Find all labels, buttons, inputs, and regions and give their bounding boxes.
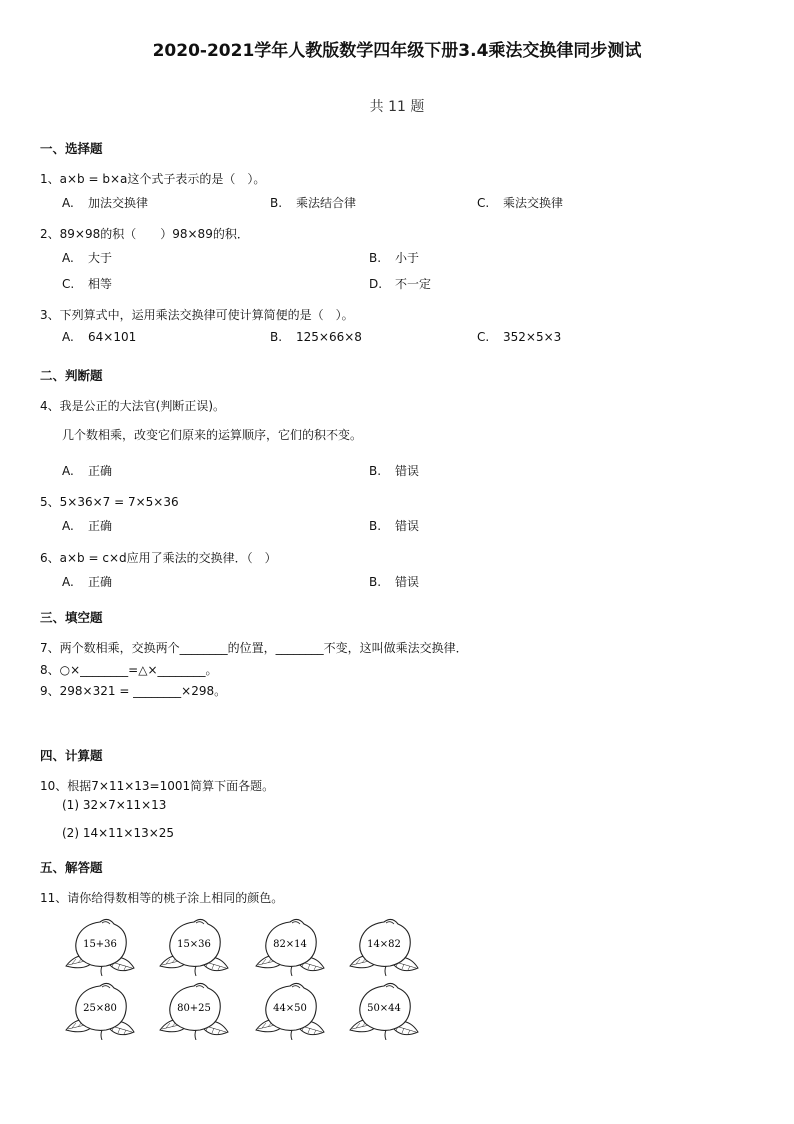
q2-option-d: D. 不一定 <box>369 277 432 291</box>
peach-row-1 <box>66 919 418 976</box>
question-4: 4、我是公正的大法官(判断正误)。 <box>40 399 225 413</box>
page-title: 2020-2021学年人教版数学四年级下册3.4乘法交换律同步测试 <box>152 41 642 61</box>
section-heading-word-problems: 五、解答题 <box>40 860 103 875</box>
q6-option-a: A. 正确 <box>62 575 113 589</box>
section-heading-fill-blank: 三、填空题 <box>40 610 103 625</box>
q5-option-a: A. 正确 <box>62 519 113 533</box>
question-3: 3、下列算式中，运用乘法交换律可使计算简便的是（ ）。 <box>40 308 354 322</box>
q1-option-a: A. 加法交换律 <box>62 196 149 210</box>
question-count: 共 11 题 <box>369 99 425 115</box>
peach-label: 50×44 <box>367 1003 401 1014</box>
q2-option-b: B. 小于 <box>369 251 420 265</box>
q2-option-a: A. 大于 <box>62 251 113 265</box>
peach-label: 14×82 <box>367 939 401 950</box>
q4-option-a: A. 正确 <box>62 464 113 478</box>
q3-option-b: B. 125×66×8 <box>270 330 362 344</box>
q1-option-c: C. 乘法交换律 <box>477 196 564 210</box>
question-1: 1、a×b = b×a这个式子表示的是（ ）。 <box>40 172 266 186</box>
question-5: 5、5×36×7 = 7×5×36 <box>40 495 179 509</box>
question-7: 7、两个数相乘，交换两个________的位置，________不变，这叫做乘法交换律． <box>40 641 468 655</box>
section-heading-choice: 一、选择题 <box>40 141 103 156</box>
section-heading-true-false: 二、判断题 <box>40 368 103 383</box>
question-10-part-1: (1) 32×7×11×13 <box>62 798 167 812</box>
question-2: 2、89×98的积（ ）98×89的积． <box>40 227 249 241</box>
peach-label: 80+25 <box>177 1003 211 1014</box>
q2-option-c: C. 相等 <box>62 277 113 291</box>
peach-label: 44×50 <box>273 1003 307 1014</box>
q5-option-b: B. 错误 <box>369 519 420 533</box>
peach-label: 82×14 <box>273 939 307 950</box>
q3-option-a: A. 64×101 <box>62 330 137 344</box>
question-11: 11、请你给得数相等的桃子涂上相同的颜色。 <box>40 891 284 905</box>
peach-label: 15+36 <box>83 939 117 950</box>
question-6: 6、a×b = c×d应用了乘法的交换律．（ ） <box>40 551 277 565</box>
peach-label: 15×36 <box>177 939 211 950</box>
q1-option-b: B. 乘法结合律 <box>270 196 357 210</box>
question-10-part-2: (2) 14×11×13×25 <box>62 826 175 840</box>
q3-option-c: C. 352×5×3 <box>477 330 562 344</box>
peach-label: 25×80 <box>83 1003 117 1014</box>
q6-option-b: B. 错误 <box>369 575 420 589</box>
peach-illustration <box>60 914 432 1040</box>
section-heading-calculation: 四、计算题 <box>40 748 103 763</box>
question-4-statement: 几个数相乘，改变它们原来的运算顺序，它们的积不变。 <box>62 428 363 442</box>
question-9: 9、298×321 = ________×298。 <box>40 684 227 698</box>
peach-row-2 <box>66 983 418 1040</box>
q4-option-b: B. 错误 <box>369 464 420 478</box>
question-8: 8、○×________=△×________。 <box>40 663 218 677</box>
question-10: 10、根据7×11×13=1001简算下面各题。 <box>40 779 275 793</box>
